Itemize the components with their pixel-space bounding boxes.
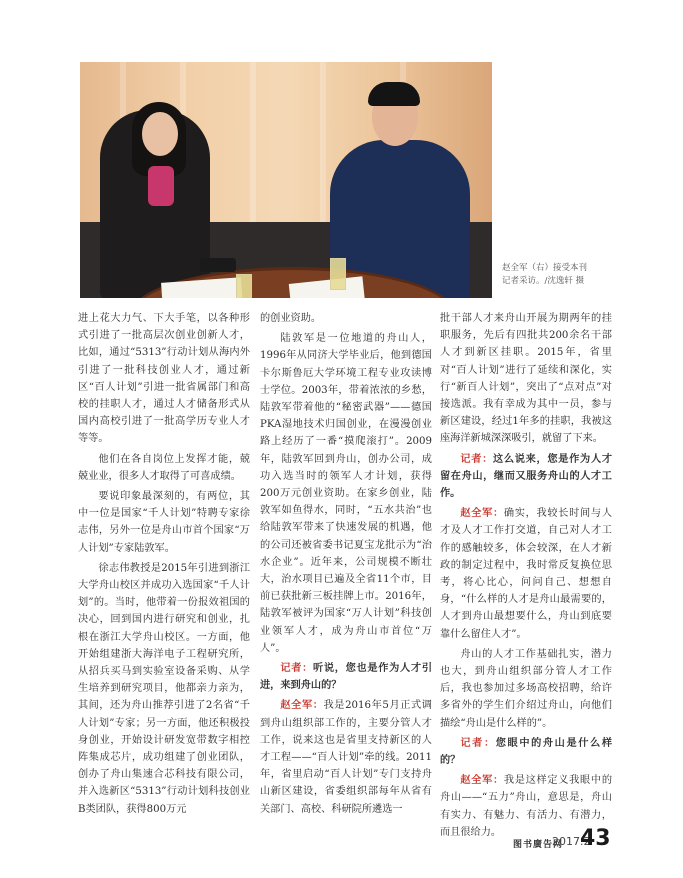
interviewee-hair — [368, 82, 420, 106]
tea-glass — [236, 274, 252, 298]
interview-photo — [80, 62, 492, 298]
curtain-fold — [250, 62, 256, 227]
tea-glass — [330, 258, 346, 290]
reporter-face — [142, 112, 178, 156]
article-column-1 — [78, 310, 250, 821]
interview-question — [440, 735, 612, 769]
body-paragraph: 的创业资助。 — [260, 313, 322, 324]
interview-question — [260, 660, 432, 694]
dialogue-text: 我是这样定义我眼中的舟山——“五力”舟山，意思是，舟山有实力、有魅力、有活力、有潜力，而且很给力。 — [440, 775, 613, 838]
dialogue-text: 确实，我较长时间与人才及人才工作打交道，自己对人才工作的感触较多，体会较深，在人才新政的制定过程中，我时常反复换位思考，将心比心，问问自己、想想自身，“什么样的人才是舟山最需要的，人才到舟山最想要什么，舟山到底要靠什么留住人才”。 — [440, 508, 613, 640]
caption-line: 记者采访。/沈逸轩 摄 — [502, 276, 585, 286]
speaker-label: 赵全军： — [280, 699, 324, 712]
page-number: 43 — [580, 826, 611, 851]
speaker-label: 赵全军： — [460, 774, 504, 787]
speaker-label: 记者： — [280, 662, 314, 675]
issue-label: 2017.2 — [552, 835, 591, 848]
article-column-3 — [440, 310, 612, 844]
magazine-logo: 图书廣告网 — [513, 840, 564, 850]
speaker-label: 记者： — [460, 452, 494, 465]
caption-line: 赵全军（右）接受本刊 — [502, 263, 588, 273]
body-paragraph: 要说印象最深刻的，有两位，其中一位是国家“千人计划”特聘专家徐志伟，另外一位是舟山市首个国家“万人计划”专家陆敦军。 — [78, 491, 250, 554]
body-paragraph: 徐志伟教授是2015年引进到浙江大学舟山校区并成功入选国家“千人计划”的。当时，他带着一份报效祖国的决心，回到国内进行研究和创业，扎根在浙江大学舟山校区。一方面，他开始组建浙大海洋电子工程研究所，从招兵买马到实验室设备采购、从学生培养到研究项目，他都亲力亲为，其间，还为舟山推荐引进了2名省“千人计划”专家；另一方面，他还积极投身创业，开始设计研发宽带数字相控阵集成芯片，成功组建了创业团队，创办了舟山集速合芯科技有限公司，并入选新区“5313”行动计划科技创业B类团队，获得800万元 — [78, 562, 250, 815]
photo-caption — [502, 262, 612, 288]
interview-answer — [440, 505, 612, 643]
dialogue-text: 这么说来，您是作为人才留在舟山，继而又服务舟山的人才工作。 — [440, 452, 613, 500]
body-paragraph: 舟山的人才工作基础扎实，潜力也大，到舟山组织部分管人才工作后，我也参加过多场高校招聘，给许多省外的学生们介绍过舟山，向他们描绘“舟山是什么样的”。 — [440, 648, 612, 729]
article-column-2 — [260, 310, 432, 821]
reporter-scarf — [148, 166, 174, 206]
interview-answer — [260, 697, 432, 817]
speaker-label: 赵全军： — [460, 507, 504, 520]
speaker-label: 记者： — [460, 736, 496, 749]
body-paragraph: 陆敦军是一位地道的舟山人，1996年从同济大学毕业后，他到德国卡尔斯鲁厄大学环境工程专业攻读博士学位。2003年，带着浓浓的乡愁，陆敦军带着他的“秘密武器”——德国PKA湿地技术归国创业，在漫漫创业路上经历了一番“摸爬滚打”。2009年，陆敦军回到舟山，创办公司，成功入选当时的领军人才计划，获得200万元创业资助。在家乡创业，陆敦军如鱼得水，同时，“五水共治”也给陆敦军带来了快速发展的机遇，他的公司还被省委书记夏宝龙批示为“治水企业”。近年来，公司规模不断壮大，治水项目已遍及全省11个市，目前已获批新三板挂牌上市。2016年，陆敦军被评为国家“万人计划”科技创业领军人才，成为舟山市首位“万人”。 — [260, 333, 432, 654]
dialogue-text: 听说，您也是作为人才引进，来到舟山的？ — [260, 662, 433, 692]
body-paragraph: 他们在各自岗位上发挥才能，兢兢业业，很多人才取得了可喜成绩。 — [78, 453, 250, 482]
dialogue-text: 您眼中的舟山是什么样的？ — [440, 736, 613, 767]
body-paragraph: 批干部人才来舟山开展为期两年的挂职服务，先后有四批共200余名干部人才到新区挂职。2015年，省里对“百人计划”进行了延续和深化，实行“新百人计划”，突出了“点对点”对接选派。我有幸成为其中一员，参与新区建设，经过1年多的挂职，我被这座海洋新城深深吸引，就留了下来。 — [440, 313, 612, 445]
curtain-fold — [320, 62, 326, 227]
interview-question — [440, 451, 612, 503]
mobile-phone — [200, 258, 236, 272]
dialogue-text: 我是2016年5月正式调到舟山组织部工作的，主要分管人才工作，说来这也是省里支持新区的人才工程——“百人计划”牵的线。2011年，省里启动“百人计划”专门支持舟山新区建设，省委组织部每年从省有关部门、高校、科研院所遴选一 — [260, 700, 432, 815]
body-paragraph: 进上花大力气、下大手笔，以各种形式引进了一批高层次创业创新人才，比如，通过“5313”行动计划从海内外引进了一批科技创业人才，通过新区“百人计划”引进一批省属部门和高校的挂职人才，通过人才储备形式从国内高校引进了一批高学历专业人才等等。 — [78, 313, 250, 445]
